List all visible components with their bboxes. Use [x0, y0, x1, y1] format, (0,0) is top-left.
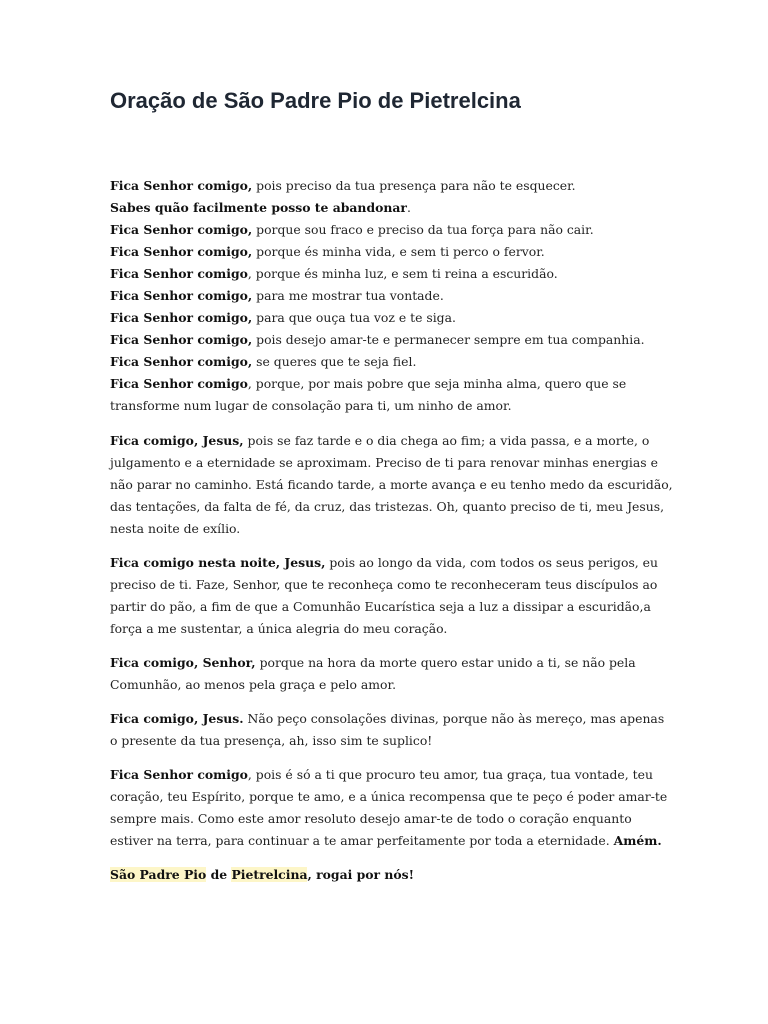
- text-line: [110, 764, 670, 786]
- text-run: .: [406, 200, 411, 215]
- bold-phrase: Fica Senhor comigo,: [110, 310, 253, 325]
- bold-phrase: Fica Senhor comigo,: [110, 354, 253, 369]
- text-line: [110, 864, 670, 886]
- bold-phrase: Fica comigo, Jesus,: [110, 433, 244, 448]
- text-run: para me mostrar tua vontade.: [252, 288, 444, 303]
- text-run: pois ao longo da vida, com todos os seus perigos, eu: [325, 555, 658, 570]
- bold-phrase: Fica comigo nesta noite, Jesus,: [110, 555, 326, 570]
- bold-phrase: Fica Senhor comigo,: [110, 178, 253, 193]
- bold-phrase: Fica comigo, Senhor,: [110, 655, 256, 670]
- text-line: [110, 552, 670, 574]
- paragraph-1: [110, 175, 670, 417]
- text-line: [110, 652, 670, 674]
- bold-phrase: , rogai por nós!: [307, 867, 415, 882]
- text-line: [110, 830, 670, 852]
- text-run: Não peço consolações divinas, porque não às mereço, mas apenas: [243, 711, 665, 726]
- text-run: se queres que te seja fiel.: [252, 354, 417, 369]
- text-line: o presente da tua presença, ah, isso sim te suplico!: [110, 733, 433, 748]
- text-line: sempre mais. Como este amor resoluto desejo amar-te de todo o coração enquanto: [110, 811, 632, 826]
- text-line: [110, 263, 670, 285]
- text-line: das tentações, da falta de fé, da cruz, das tristezas. Oh, quanto preciso de ti, meu Jesus,: [110, 499, 665, 514]
- paragraph-2: [110, 430, 673, 540]
- text-line: julgamento e a eternidade se aproximam. Preciso de ti para renovar minhas energias e: [110, 455, 658, 470]
- bold-phrase: Fica Senhor comigo: [110, 767, 248, 782]
- paragraph-6: [110, 764, 670, 852]
- text-run: , porque és minha luz, e sem ti reina a escuridão.: [247, 266, 558, 281]
- text-run: estiver na terra, para continuar a te amar perfeitamente por toda a eternidade.: [110, 833, 614, 848]
- paragraph-3: [110, 552, 670, 640]
- text-run: porque sou fraco e preciso da tua força para não cair.: [252, 222, 594, 237]
- text-run: , porque, por mais pobre que seja minha alma, quero que se: [247, 376, 627, 391]
- text-line: preciso de ti. Faze, Senhor, que te reconheça como te reconheceram teus discípulos ao: [110, 577, 658, 592]
- page-title: Oração de São Padre Pio de Pietrelcina: [110, 88, 521, 113]
- text-line: transforme num lugar de consolação para ti, um ninho de amor.: [110, 398, 512, 413]
- bold-phrase: Fica Senhor comigo,: [110, 222, 253, 237]
- text-run: porque és minha vida, e sem ti perco o fervor.: [252, 244, 545, 259]
- highlight-place-name: Pietrelcina: [231, 867, 308, 882]
- text-run: pois desejo amar-te e permanecer sempre em tua companhia.: [252, 332, 645, 347]
- closing-line: [110, 864, 670, 886]
- text-line: [110, 175, 670, 197]
- text-line: força a me sustentar, a única alegria do meu coração.: [110, 621, 448, 636]
- bold-phrase: Fica Senhor comigo,: [110, 332, 253, 347]
- text-line: [110, 708, 670, 730]
- text-line: [110, 307, 670, 329]
- highlight-saint-name: São Padre Pio: [110, 867, 207, 882]
- bold-phrase: Fica Senhor comigo,: [110, 244, 253, 259]
- text-line: nesta noite de exílio.: [110, 521, 241, 536]
- text-line: [110, 329, 670, 351]
- text-run: pois se faz tarde e o dia chega ao fim; a vida passa, e a morte, o: [243, 433, 650, 448]
- bold-phrase: Fica Senhor comigo: [110, 266, 248, 281]
- amen-bold: Amém.: [613, 833, 662, 848]
- text-line: [110, 241, 670, 263]
- paragraph-5: [110, 708, 670, 752]
- bold-phrase: de: [206, 867, 232, 882]
- bold-phrase: Fica Senhor comigo,: [110, 288, 253, 303]
- text-line: [110, 219, 670, 241]
- text-line: [110, 351, 670, 373]
- text-line: Comunhão, ao menos pela graça e pelo amor.: [110, 677, 397, 692]
- prayer-body: [110, 175, 673, 898]
- text-line: coração, teu Espírito, porque te amo, e a única recompensa que te peço é poder amar-te: [110, 789, 668, 804]
- text-line: [110, 373, 670, 395]
- text-line: [110, 285, 670, 307]
- bold-phrase: Sabes quão facilmente posso te abandonar: [110, 200, 407, 215]
- text-line: [110, 197, 670, 219]
- text-run: , pois é só a ti que procuro teu amor, tua graça, tua vontade, teu: [247, 767, 653, 782]
- paragraph-4: [110, 652, 670, 696]
- text-line: partir do pão, a fim de que a Comunhão Eucarística seja a luz a dissipar a escuridão,a: [110, 599, 651, 614]
- text-line: [110, 430, 670, 452]
- bold-phrase: Fica comigo, Jesus.: [110, 711, 244, 726]
- text-run: para que ouça tua voz e te siga.: [252, 310, 456, 325]
- text-line: não parar no caminho. Está ficando tarde, a morte avança e eu tenho medo da escuridão,: [110, 477, 673, 492]
- text-run: pois preciso da tua presença para não te esquecer.: [252, 178, 576, 193]
- text-run: porque na hora da morte quero estar unido a ti, se não pela: [255, 655, 636, 670]
- bold-phrase: Fica Senhor comigo: [110, 376, 248, 391]
